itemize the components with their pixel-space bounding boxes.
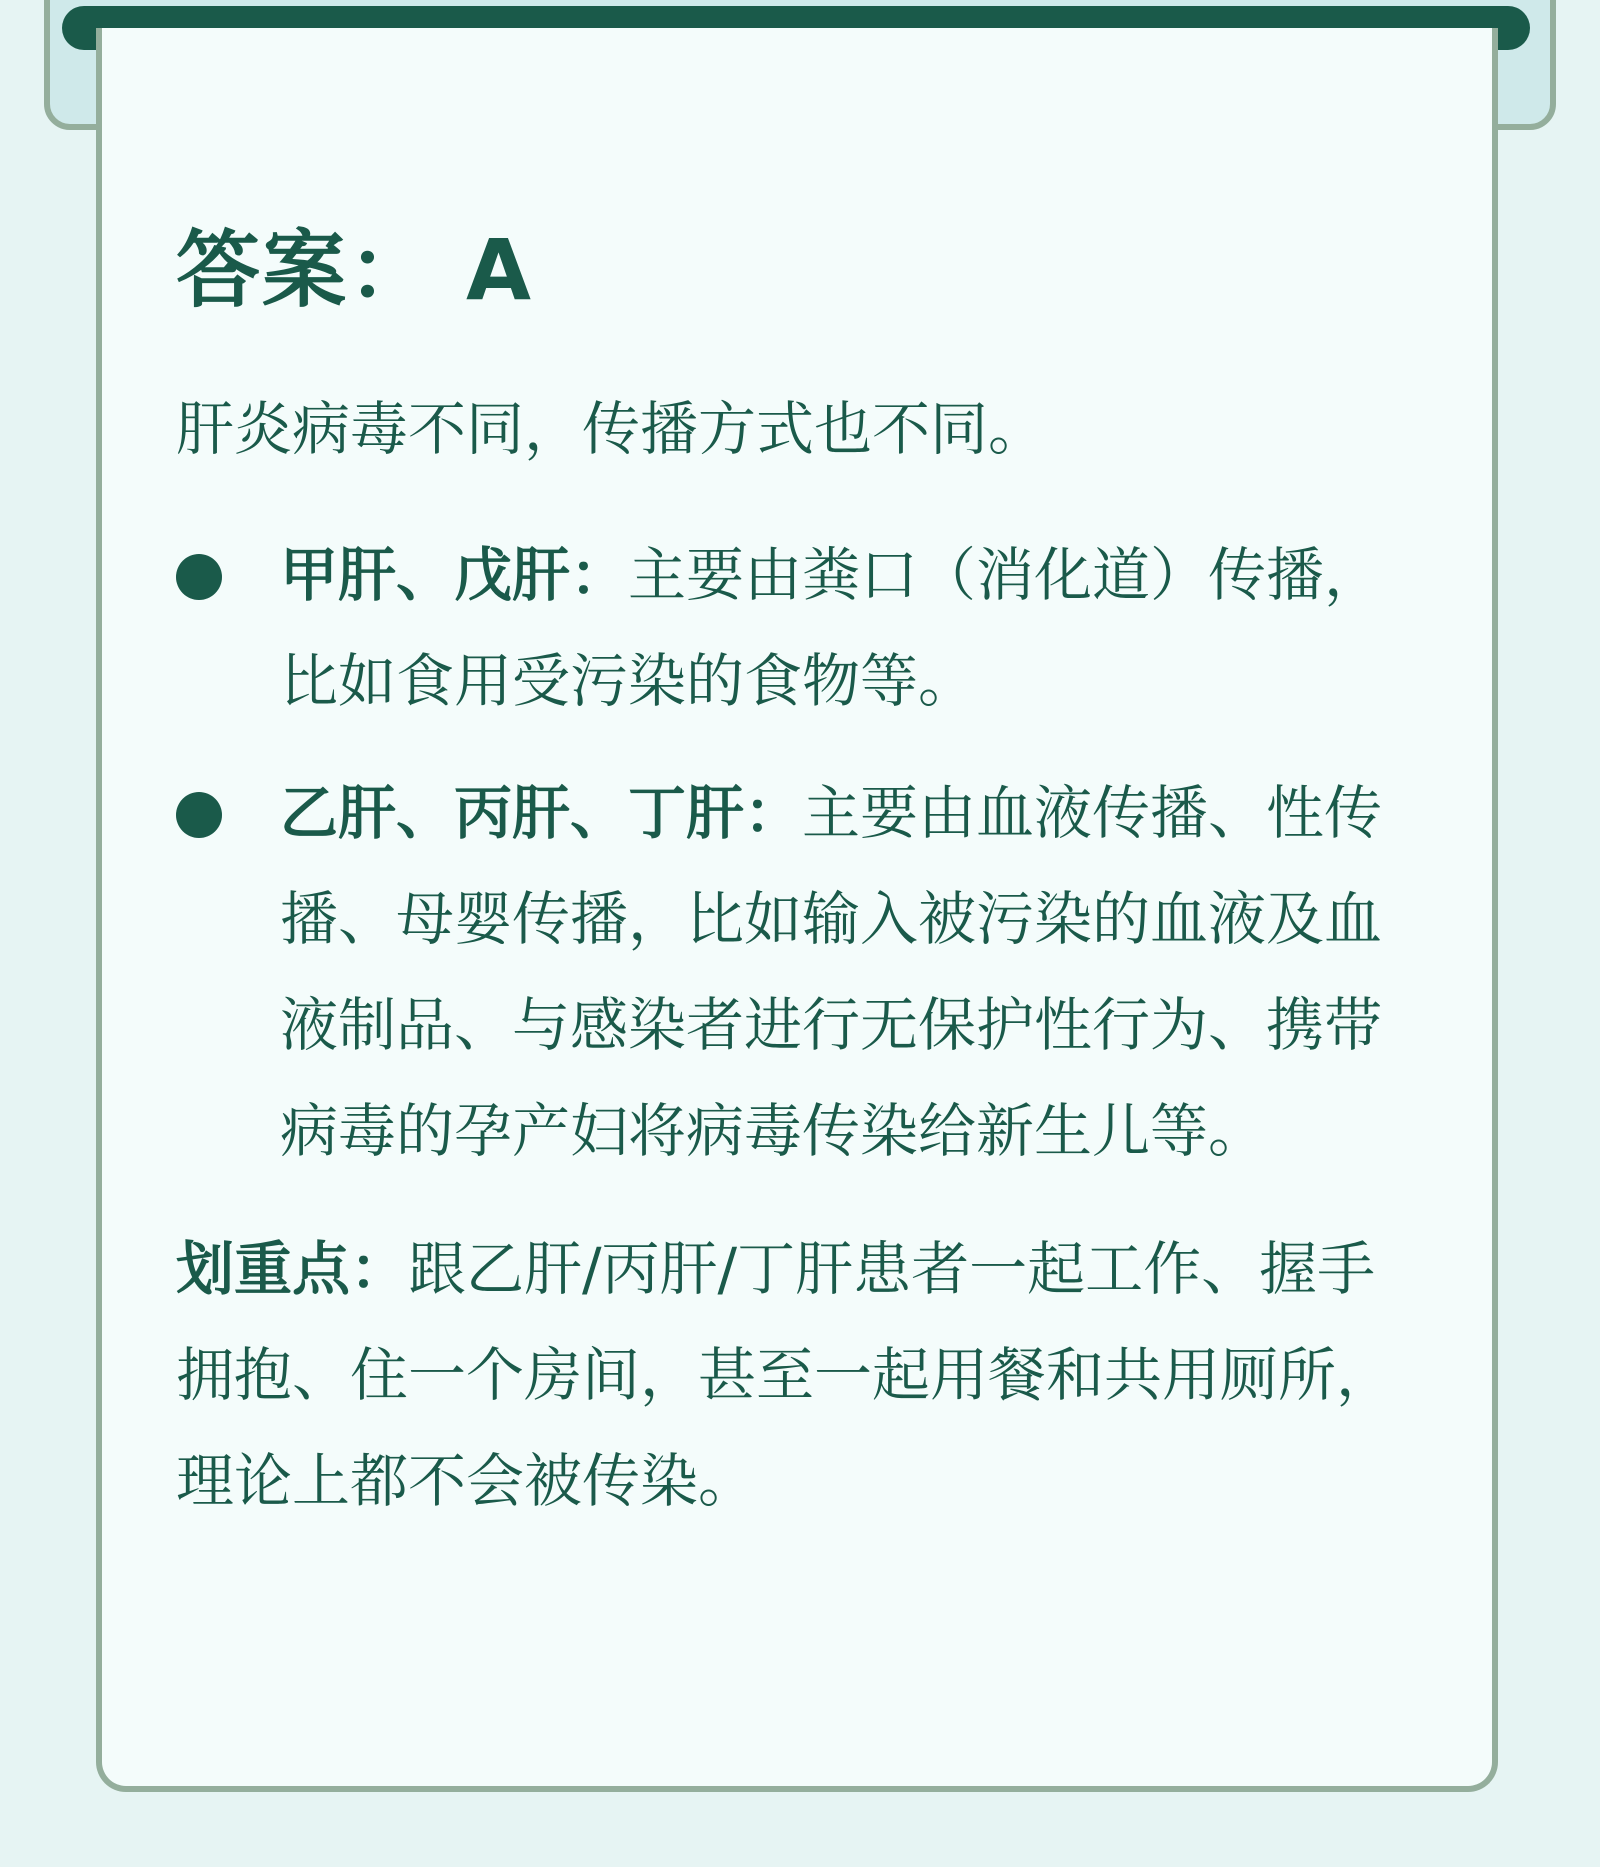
intro-text: 肝炎病毒不同，传播方式也不同。 [176, 395, 1047, 463]
bullet-dot-icon [176, 554, 222, 600]
keypoint-label: 划重点： [176, 1235, 409, 1303]
answer-heading [176, 200, 1416, 340]
keypoint-text: 跟乙肝/丙肝/丁肝患者一起工作、握手拥抱、住一个房间，甚至一起用餐和共用厕所，理论上都不会被传染。 [176, 1235, 1395, 1515]
bullet-text: 主要由粪口（消化道）传播，比如食用受污染的食物等。 [280, 541, 1383, 715]
answer-value: A [466, 221, 534, 319]
bullet-dot-icon [176, 792, 222, 838]
bullet-title: 乙肝、丙肝、丁肝： [280, 779, 803, 847]
keypoint-paragraph [176, 1216, 1416, 1534]
bullet-title: 甲肝、戊肝： [280, 541, 629, 609]
transmission-list [176, 522, 1416, 1184]
bullet-text: 主要由血液传播、性传播、母婴传播，比如输入被污染的血液及血液制品、与感染者进行无保护性行为、携带病毒的孕产妇将病毒传染给新生儿等。 [280, 779, 1383, 1165]
card-content [176, 200, 1416, 1534]
list-item [176, 522, 1416, 734]
answer-label: 答案： [176, 221, 435, 319]
list-item [176, 760, 1416, 1184]
